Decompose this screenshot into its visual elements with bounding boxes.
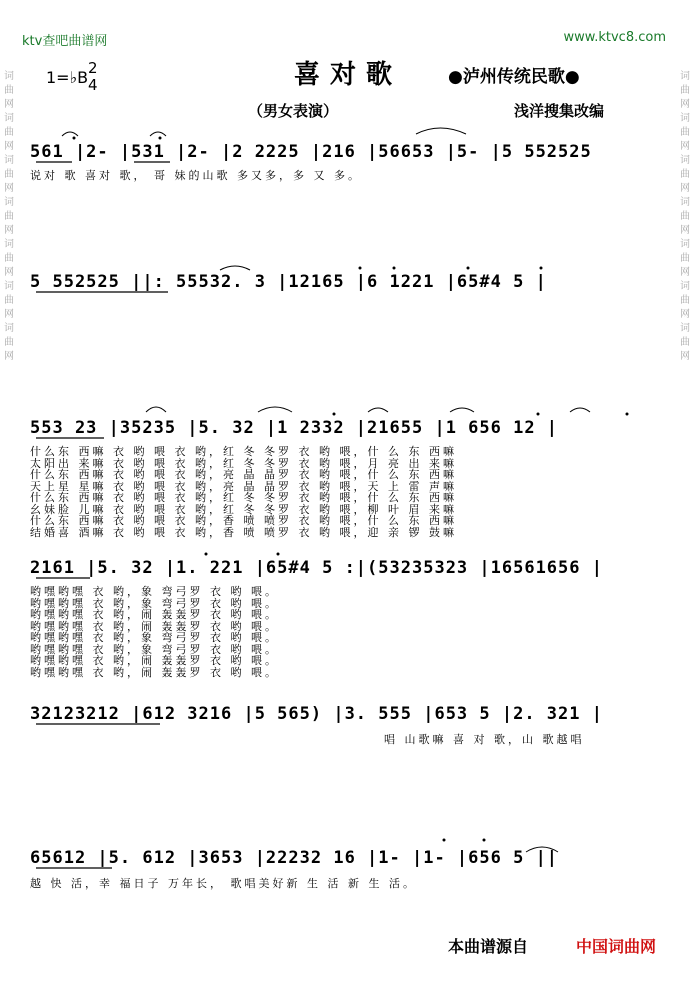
lyric-verse: 幺妹脸 儿嘛 衣 哟 喂 衣 哟，红 冬 冬罗 衣 哟 喂，柳 叶 眉 来嘛 — [30, 502, 457, 516]
meter-bottom: 4 — [88, 76, 98, 94]
side-watermark-right: 词曲网词曲网词曲网词曲网词曲网词曲网词曲网 — [680, 71, 690, 362]
site-name-left[interactable]: ktv查吧曲谱网 — [22, 34, 108, 49]
lyric-verse: 天上星 星嘛 衣 哟 喂 衣 哟，亮 晶 晶罗 衣 哟 喂，天 上 雷 声嘛 — [30, 479, 457, 493]
lyric-verse: 哟嘿哟嘿 衣 哟，象 弯弓罗 衣 哟 喂。 — [30, 631, 279, 644]
lyric-verse: 什么东 西嘛 衣 哟 喂 衣 哟，亮 晶 晶罗 衣 哟 喂，什 么 东 西嘛 — [30, 468, 457, 481]
lyrics-line-5: 唱 山歌嘛 喜 对 歌，山 歌越唱 — [384, 733, 585, 746]
slurs — [62, 128, 590, 852]
side-watermark-left: 词曲网词曲网词曲网词曲网词曲网词曲网词曲网 — [4, 71, 14, 362]
lyric-verse: 什么东 西嘛 衣 哟 喂 衣 哟，香 喷 喷罗 衣 哟 喂，什 么 东 西嘛 — [30, 514, 457, 527]
footer-source-label: 本曲谱源自 — [448, 937, 529, 956]
song-title: 喜对歌 — [293, 60, 402, 90]
site-url-right[interactable]: www.ktvc8.com — [563, 30, 666, 45]
lyric-verse: 哟嘿哟嘿 衣 哟，闹 轰轰罗 衣 哟 喂。 — [30, 619, 279, 633]
octave-dots — [73, 137, 629, 842]
lyric-verse: 什么东 西嘛 衣 哟 喂 衣 哟，红 冬 冬罗 衣 哟 喂，什 么 东 西嘛 — [30, 491, 457, 504]
underlines — [36, 162, 170, 868]
lyric-verse: 哟嘿哟嘿 衣 哟，闹 轰轰罗 衣 哟 喂。 — [30, 665, 279, 679]
score-line-5: 32123212 |612 3216 |5 565) |3. 555 |653 5 |2. 321 | — [30, 704, 603, 724]
score-line-1: 561 |2- |531 |2- |2 2225 |216 |56653 |5- |5 552525 — [30, 142, 592, 162]
source-label: ●泸州传统民歌● — [448, 67, 580, 87]
score-line-4: 2161 |5. 32 |1. 221 |65#4 5 :|(53235323 |16561656 | — [30, 558, 603, 578]
footer-source-site[interactable]: 中国词曲网 — [576, 937, 657, 956]
lyric-verse: 哟嘿哟嘿 衣 哟，象 弯弓罗 衣 哟 喂。 — [30, 585, 279, 598]
lyric-verse: 什么东 西嘛 衣 哟 喂 衣 哟，红 冬 冬罗 衣 哟 喂，什 么 东 西嘛 — [30, 445, 457, 458]
performance-note: （男女表演） — [248, 102, 339, 120]
arranger-credit: 浅洋搜集改编 — [514, 102, 605, 120]
lyric-verse: 哟嘿哟嘿 衣 哟，象 弯弓罗 衣 哟 喂。 — [30, 596, 279, 610]
score-line-3: 553 23 |35235 |5. 32 |1 2332 |21655 |1 656 12 | — [30, 418, 559, 438]
lyric-verse: 太阳出 来嘛 衣 哟 喂 衣 哟，红 冬 冬罗 衣 哟 喂，月 亮 出 来嘛 — [30, 456, 457, 470]
score-line-6: 65612 |5. 612 |3653 |22232 16 |1- |1- |656 5 || — [30, 848, 559, 868]
lyric-verse: 哟嘿哟嘿 衣 哟，象 弯弓罗 衣 哟 喂。 — [30, 642, 279, 656]
score-line-2: 5 552525 ||: 55532. 3 |12165 |6 1221 |65#4 5 | — [30, 272, 547, 292]
meter-top: 2 — [88, 59, 98, 77]
lyric-verse: 结婚喜 酒嘛 衣 哟 喂 衣 哟，香 喷 喷罗 衣 哟 喂，迎 亲 锣 鼓嘛 — [30, 525, 457, 539]
key-signature: 1=♭B — [46, 68, 89, 87]
lyrics-line-1: 说对 歌 喜对 歌， 哥 妹的山歌 多又多，多 又 多。 — [30, 169, 362, 182]
lyric-verse: 哟嘿哟嘿 衣 哟，闹 轰轰罗 衣 哟 喂。 — [30, 608, 279, 621]
lyrics-line-6: 越 快 活，幸 福日子 万年长， 歌唱美好新 生 活 新 生 活。 — [30, 877, 417, 890]
lyric-verse: 哟嘿哟嘿 衣 哟，闹 轰轰罗 衣 哟 喂。 — [30, 654, 279, 667]
